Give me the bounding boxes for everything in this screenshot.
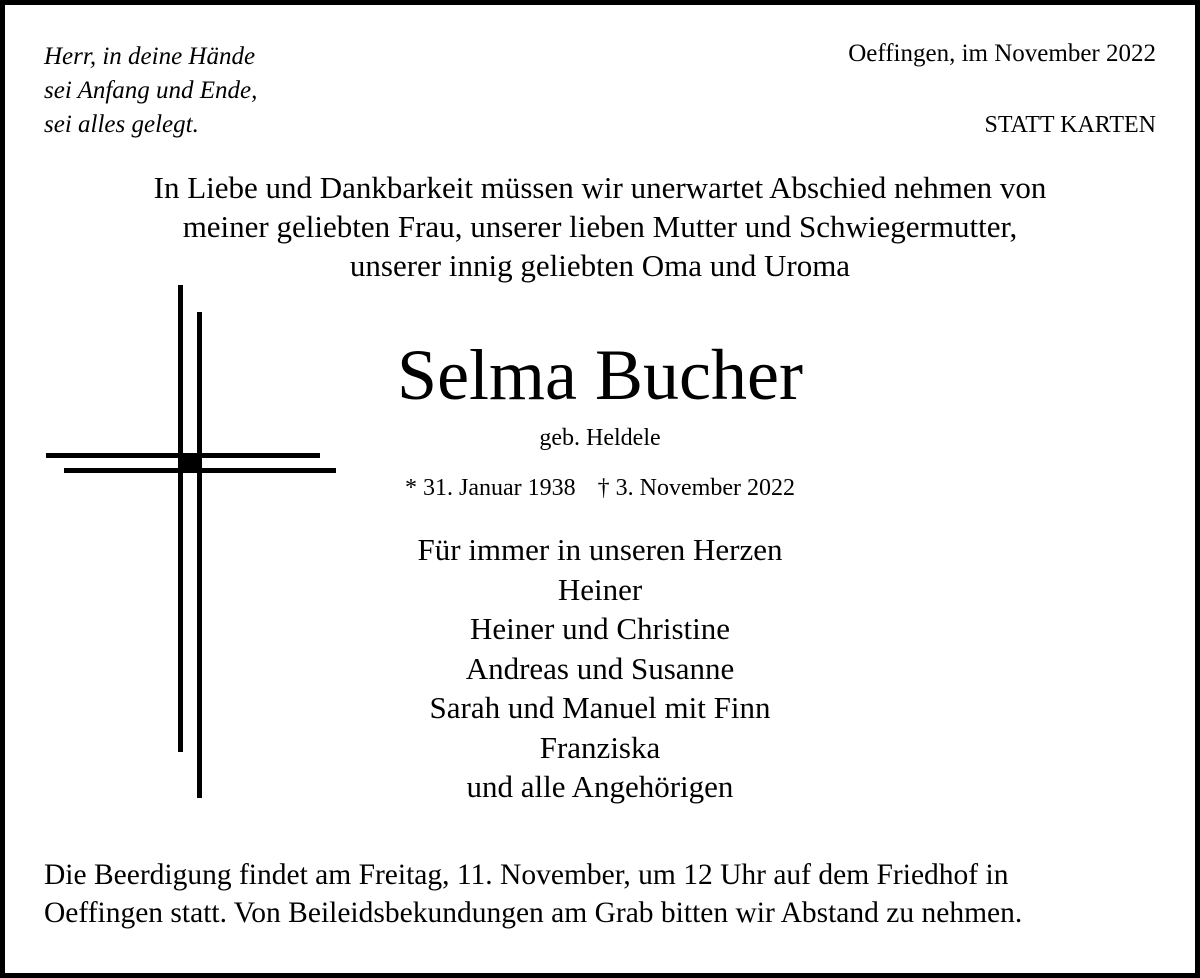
mourners-line: Sarah und Manuel mit Finn — [429, 690, 771, 725]
mourners-line: Für immer in unseren Herzen — [417, 532, 783, 567]
death-date: † 3. November 2022 — [597, 475, 795, 501]
intro-line: unserer innig geliebten Oma und Uroma — [349, 248, 851, 283]
verse-line: sei alles gelegt. — [44, 111, 199, 138]
intro-line: meiner geliebten Frau, unserer lieben Mutter und Schwiegermutter, — [182, 209, 1018, 244]
intro-line: In Liebe und Dankbarkeit müssen wir unerwartet Abschied nehmen von — [153, 170, 1047, 205]
mourners-list — [0, 530, 1200, 807]
verse-line: Herr, in deine Hände — [44, 43, 256, 70]
birth-date: * 31. Januar 1938 — [405, 475, 576, 501]
deceased-name: Selma Bucher — [397, 335, 803, 415]
verse-line: sei Anfang und Ende, — [44, 77, 258, 104]
funeral-line: Oeffingen statt. Von Beileidsbekundungen am Grab bitten wir Abstand zu nehmen. — [44, 897, 1023, 929]
funeral-info — [44, 856, 1022, 932]
life-dates — [0, 472, 1200, 504]
mourners-line: Heiner — [557, 571, 643, 607]
intro-text — [0, 168, 1200, 285]
mourners-line: Heiner und Christine — [469, 611, 730, 646]
funeral-line: Die Beerdigung findet am Freitag, 11. November, um 12 Uhr auf dem Friedhof in — [44, 859, 1009, 891]
statt-karten: STATT KARTEN — [984, 112, 1156, 138]
place-date: Oeffingen, im November 2022 — [848, 40, 1156, 67]
maiden-name: geb. Heldele — [539, 425, 661, 451]
bible-verse — [44, 40, 257, 142]
mourners-line: Franziska — [539, 729, 661, 765]
mourners-line: Andreas und Susanne — [465, 650, 735, 686]
mourners-line: und alle Angehörigen — [466, 769, 734, 804]
